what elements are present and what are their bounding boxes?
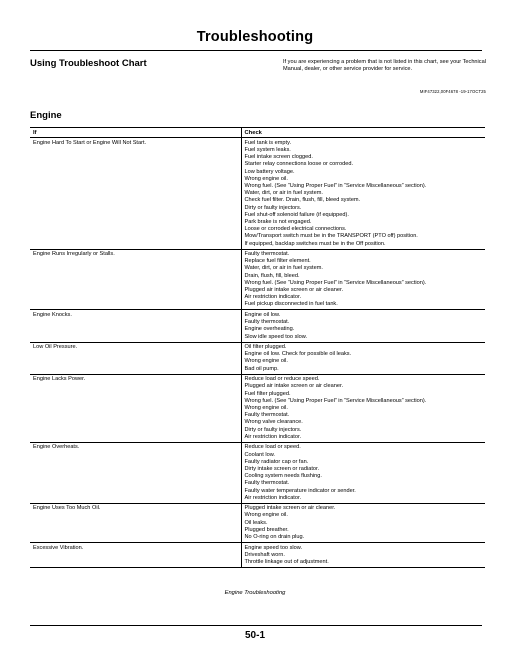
table-row: [30, 503, 485, 542]
check-item: Oil filter plugged.: [244, 344, 287, 351]
check-item: Bad oil pump.: [244, 365, 279, 372]
check-cell: [241, 503, 485, 542]
check-item: Loose or corroded electrical connections.: [244, 226, 347, 233]
symptom-cell: Excessive Vibration.: [30, 543, 241, 568]
check-cell: [241, 138, 485, 249]
check-item: Reduce load or reduce speed.: [244, 376, 320, 383]
check-item: Low battery voltage.: [244, 168, 295, 175]
check-item: Wrong engine oil.: [244, 358, 288, 365]
check-item: Check fuel filter. Drain, flush, fill, bleed system.: [244, 197, 361, 204]
check-item: Drain, flush, fill, bleed.: [244, 272, 300, 279]
check-item: Fuel pickup disconnected in fuel tank.: [244, 301, 338, 308]
check-cell: [241, 374, 485, 442]
page-number: 50-1: [244, 630, 265, 641]
check-item: No O-ring on drain plug.: [244, 534, 305, 541]
check-item: Dirty intake screen or radiator.: [244, 465, 320, 472]
check-item: Faulty thermostat.: [244, 251, 290, 258]
table-body: [30, 138, 485, 568]
header-check: Check: [241, 128, 485, 138]
section-intro: If you are experiencing a problem that is not listed in this chart, see your Technical Manual, dealer, or other service provider for service.: [283, 59, 486, 73]
check-item: Mow/Transport switch must be in the TRANSPORT (PTO off) position.: [244, 233, 418, 240]
check-item: Fuel system leaks.: [244, 146, 291, 153]
check-item: Fuel shut-off solenoid failure (if equipped).: [244, 211, 349, 218]
table-row: [30, 442, 485, 503]
check-item: Engine oil low. Check for possible oil leaks.: [244, 351, 352, 358]
check-item: Reduce load or speed.: [244, 444, 301, 451]
check-item: Wrong engine oil.: [244, 175, 288, 182]
check-item: Water, dirt, or air in fuel system.: [244, 265, 323, 272]
table-row: [30, 138, 485, 249]
symptom-cell: Engine Uses Too Much Oil.: [30, 503, 241, 542]
check-item: Park brake is not engaged.: [244, 218, 312, 225]
check-item: Wrong fuel. (See “Using Proper Fuel” in “Service Miscellaneous” section).: [244, 397, 427, 404]
check-item: Faulty water temperature indicator or sender.: [244, 487, 356, 494]
symptom-cell: Low Oil Pressure.: [30, 342, 241, 374]
check-cell: [241, 442, 485, 503]
check-item: Engine speed too slow.: [244, 544, 303, 551]
check-item: Wrong fuel. (See “Using Proper Fuel” in “Service Miscellaneous” section).: [244, 279, 427, 286]
page-title: Troubleshooting: [196, 29, 314, 45]
check-item: Faulty thermostat.: [244, 319, 290, 326]
table-caption: Engine Troubleshooting: [224, 590, 286, 596]
check-item: Air restriction indicator.: [244, 294, 302, 301]
symptom-cell: Engine Lacks Power.: [30, 374, 241, 442]
check-item: Dirty or faulty injectors.: [244, 204, 302, 211]
check-item: Air restriction indicator.: [244, 494, 302, 501]
check-item: Cooling system needs flushing.: [244, 473, 322, 480]
check-item: Coolant low.: [244, 451, 275, 458]
footer-rule: [30, 625, 482, 626]
subsection-title: Engine: [30, 110, 62, 121]
check-item: Engine oil low.: [244, 311, 281, 318]
check-item: Driveshaft worn.: [244, 551, 285, 558]
title-rule: [30, 50, 482, 51]
table-row: [30, 249, 485, 310]
check-item: Engine overheating.: [244, 326, 295, 333]
check-item: Fuel tank is empty.: [244, 139, 292, 146]
check-item: Fuel intake screen clogged.: [244, 154, 313, 161]
check-item: Plugged air intake screen or air cleaner.: [244, 383, 344, 390]
check-item: Throttle linkage out of adjustment.: [244, 558, 329, 565]
check-cell: [241, 310, 485, 342]
table-row: [30, 543, 485, 568]
check-item: Plugged air intake screen or air cleaner.: [244, 287, 344, 294]
check-item: If equipped, backlap switches must be in the Off position.: [244, 240, 386, 247]
check-item: Oil leaks.: [244, 519, 268, 526]
check-item: Wrong valve clearance.: [244, 419, 303, 426]
check-item: Faulty thermostat.: [244, 480, 290, 487]
check-item: Slow idle speed too slow.: [244, 333, 308, 340]
check-item: Air restriction indicator.: [244, 433, 302, 440]
check-item: Starter relay connections loose or corroded.: [244, 161, 354, 168]
check-cell: [241, 342, 485, 374]
table-row: [30, 310, 485, 342]
symptom-cell: Engine Runs Irregularly or Stalls.: [30, 249, 241, 310]
check-item: Fuel filter plugged.: [244, 390, 291, 397]
check-item: Wrong engine oil.: [244, 405, 288, 411]
table-row: [30, 342, 485, 374]
check-item: Plugged intake screen or air cleaner.: [244, 505, 336, 512]
table-header-row: [30, 128, 485, 138]
check-item: Faulty radiator cap or fan.: [244, 458, 309, 465]
check-item: Faulty thermostat.: [244, 412, 290, 419]
check-item: Water, dirt, or air in fuel system.: [244, 190, 323, 197]
check-item: Wrong engine oil.: [244, 512, 288, 519]
section-title: Using Troubleshoot Chart: [30, 58, 147, 69]
check-item: Dirty or faulty injectors.: [244, 426, 302, 433]
symptom-cell: Engine Overheats.: [30, 442, 241, 503]
check-item: Replace fuel filter element.: [244, 258, 311, 265]
check-item: Wrong fuel. (See “Using Proper Fuel” in “Service Miscellaneous” section).: [244, 182, 427, 189]
check-cell: [241, 543, 485, 568]
symptom-cell: Engine Knocks.: [30, 310, 241, 342]
table-row: [30, 374, 485, 442]
check-item: Plugged breather.: [244, 526, 289, 533]
check-cell: [241, 249, 485, 310]
symptom-cell: Engine Hard To Start or Engine Will Not Start.: [30, 138, 241, 249]
troubleshooting-table: [30, 127, 485, 568]
header-if: If: [30, 128, 241, 138]
reference-code: MIF47322,00F4678 -19-17OCT25: [419, 89, 486, 94]
